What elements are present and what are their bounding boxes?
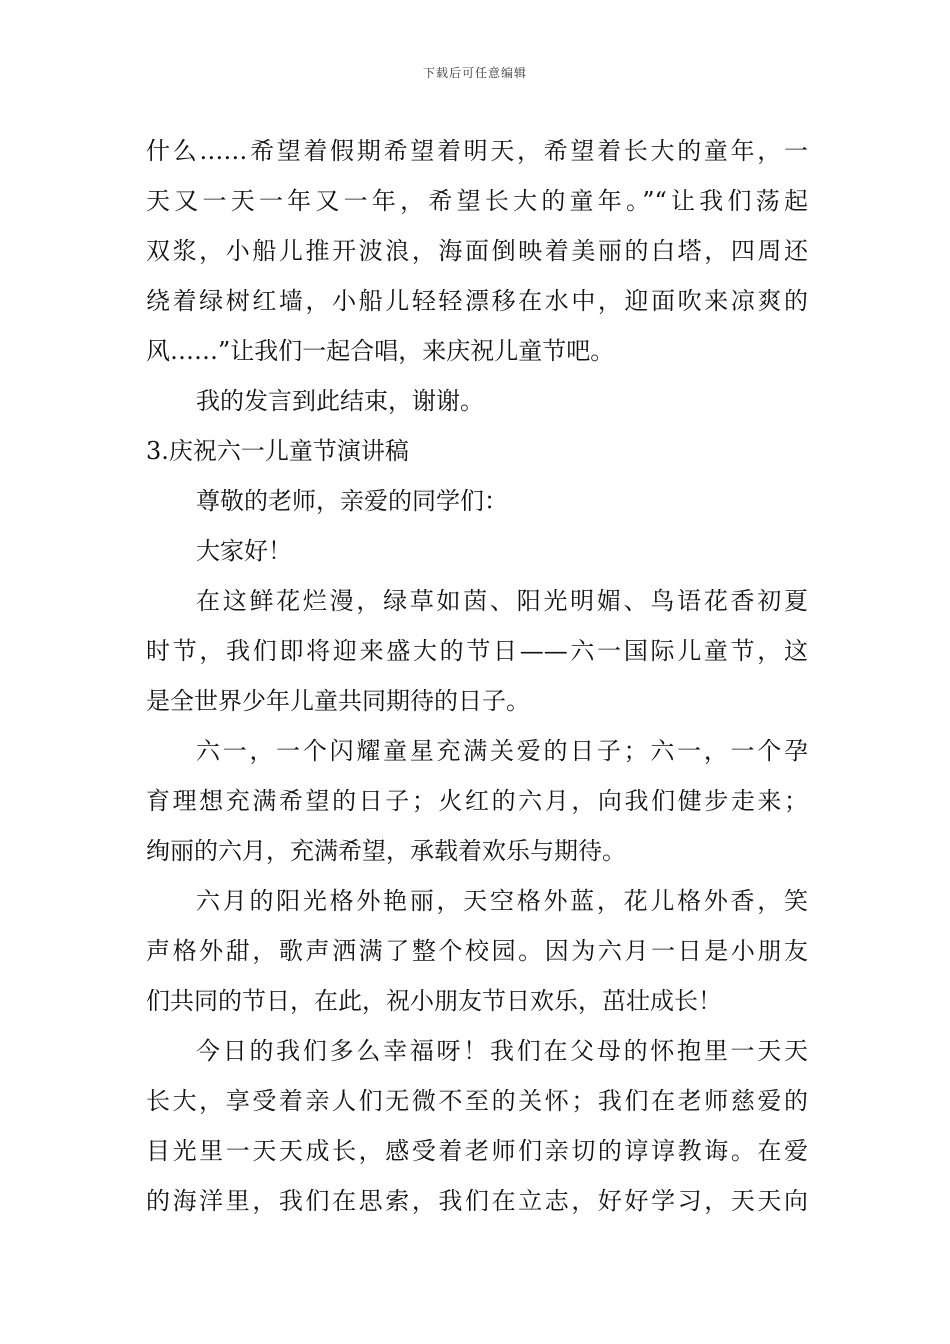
text-line: 天又一天一年又一年，希望长大的童年。”“让我们荡起 [146,187,808,215]
section-heading: 3.庆祝六一儿童节演讲稿 [146,437,409,465]
text-line: 绕着绿树红墙，小船儿轻轻漂移在水中，迎面吹来凉爽的 [146,287,808,315]
paragraph-line: 在这鲜花烂漫，绿草如茵、阳光明媚、鸟语花香初夏 [196,587,808,615]
text-line: 长大，享受着亲人们无微不至的关怀；我们在老师慈爱的 [146,1087,808,1115]
text-line: 绚丽的六月，充满希望，承载着欢乐与期待。 [146,837,626,865]
text-line: 双浆，小船儿推开波浪，海面倒映着美丽的白塔，四周还 [146,237,808,265]
text-line: 什么……希望着假期希望着明天，希望着长大的童年，一 [146,137,808,165]
text-line: 时节，我们即将迎来盛大的节日——六一国际儿童节，这 [146,637,808,665]
text-line: 的海洋里，我们在思索，我们在立志，好好学习，天天向 [146,1187,808,1215]
paragraph-line: 六一，一个闪耀童星充满关爱的日子；六一，一个孕 [196,737,808,765]
document-body [146,126,808,1226]
paragraph-line: 我的发言到此结束，谢谢。 [196,387,484,415]
text-line: 声格外甜，歌声洒满了整个校园。因为六月一日是小朋友 [146,937,808,965]
greeting-line: 大家好！ [196,537,292,565]
text-line: 目光里一天天成长，感受着老师们亲切的谆谆教诲。在爱 [146,1137,808,1165]
text-line: 是全世界少年儿童共同期待的日子。 [146,687,530,715]
paragraph-line: 六月的阳光格外艳丽，天空格外蓝，花儿格外香，笑 [196,887,808,915]
paragraph-line: 今日的我们多么幸福呀！我们在父母的怀抱里一天天 [196,1037,808,1065]
text-line: 育理想充满希望的日子；火红的六月，向我们健步走来； [146,787,808,815]
salutation-line: 尊敬的老师，亲爱的同学们： [196,487,508,515]
text-line: 风……”让我们一起合唱，来庆祝儿童节吧。 [146,337,615,365]
page-header: 下载后可任意编辑 [422,66,527,80]
text-line: 们共同的节日，在此，祝小朋友节日欢乐，茁壮成长！ [146,987,722,1015]
